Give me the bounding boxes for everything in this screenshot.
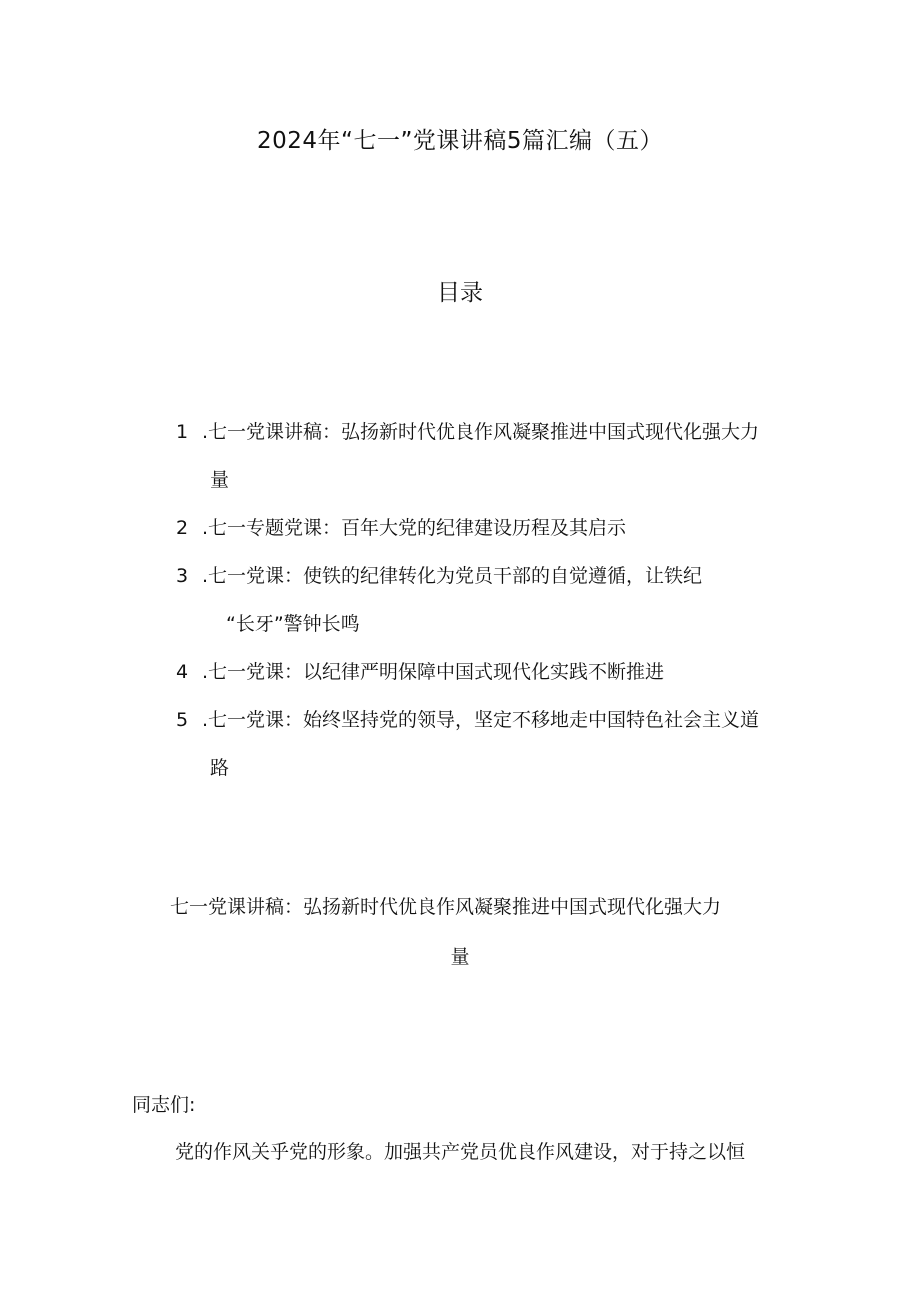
body-paragraph: 党的作风关乎党的形象。加强共产党员优良作风建设，对于持之以恒 — [175, 1141, 746, 1163]
toc-item-5[interactable] — [176, 705, 759, 732]
toc-item-1[interactable] — [176, 417, 759, 444]
toc-item-text: .七一党课：始终坚持党的领导，坚定不移地走中国特色社会主义道 — [202, 709, 760, 731]
toc-item-number: 3 — [176, 565, 189, 587]
section-title-continuation: 量 — [450, 946, 470, 968]
toc-item-3-continuation: “长牙”警钟长鸣 — [226, 613, 360, 635]
toc-item-3[interactable] — [176, 561, 702, 588]
document-title: 2024年“七一”党课讲稿5篇汇编（五） — [257, 128, 663, 154]
toc-item-text: .七一党课：以纪律严明保障中国式现代化实践不断推进 — [202, 661, 665, 683]
toc-item-5-continuation: 路 — [210, 757, 230, 779]
toc-item-4[interactable] — [176, 657, 664, 684]
toc-item-number: 4 — [176, 661, 189, 683]
toc-item-number: 2 — [176, 517, 189, 539]
toc-item-2[interactable] — [176, 513, 626, 540]
toc-item-text: .七一党课：使铁的纪律转化为党员干部的自觉遵循，让铁纪 — [202, 565, 703, 587]
toc-item-text: .七一党课讲稿：弘扬新时代优良作风凝聚推进中国式现代化强大力 — [202, 421, 760, 443]
toc-item-text: .七一专题党课：百年大党的纪律建设历程及其启示 — [202, 517, 627, 539]
toc-item-number: 5 — [176, 709, 189, 731]
toc-item-1-continuation: 量 — [210, 469, 230, 491]
section-title: 七一党课讲稿：弘扬新时代优良作风凝聚推进中国式现代化强大力 — [170, 896, 722, 918]
toc-heading: 目录 — [437, 280, 483, 306]
toc-item-number: 1 — [176, 421, 189, 443]
salutation: 同志们: — [132, 1094, 196, 1116]
